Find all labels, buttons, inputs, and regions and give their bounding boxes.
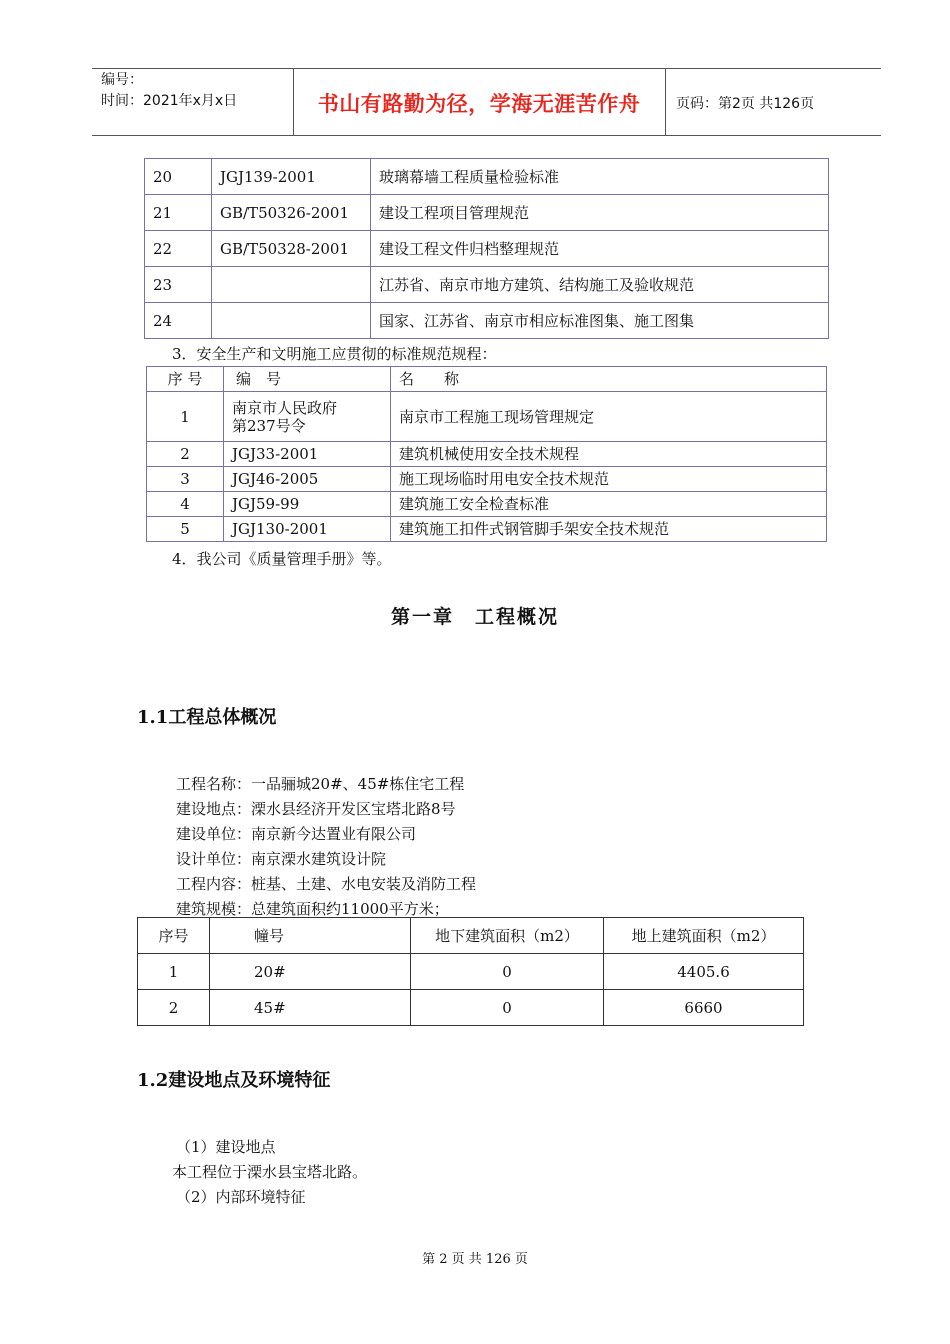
item-4: 4．我公司《质量管理手册》等。 <box>172 550 392 568</box>
safety-standards-table <box>146 366 827 542</box>
regulation-name: 建筑施工扣件式钢管脚手架安全技术规范 <box>391 517 827 542</box>
row-number: 23 <box>145 267 212 303</box>
col-header-no: 序号 <box>138 918 210 954</box>
building-area-table <box>137 917 804 1026</box>
standard-name: 建设工程文件归档整理规范 <box>371 231 829 267</box>
standard-code <box>212 267 371 303</box>
table-row <box>147 467 827 492</box>
standard-name: 国家、江苏省、南京市相应标准图集、施工图集 <box>371 303 829 339</box>
overview-scope: 工程内容：桩基、土建、水电安装及消防工程 <box>176 875 477 893</box>
above-ground-area: 6660 <box>604 990 804 1026</box>
standard-code: JGJ139-2001 <box>212 159 371 195</box>
underground-area: 0 <box>411 954 604 990</box>
table-row <box>147 442 827 467</box>
col-header-no: 序 号 <box>147 367 224 392</box>
header-divider-2 <box>665 68 666 136</box>
header-motto: 书山有路勤为径，学海无涯苦作舟 <box>317 92 641 116</box>
table-row <box>145 231 829 267</box>
section-title-1-1: 1.1工程总体概况 <box>137 707 277 728</box>
row-number: 1 <box>147 392 224 442</box>
overview-scale: 建筑规模：总建筑面积约11000平方米； <box>176 900 449 918</box>
table-row <box>145 303 829 339</box>
overview-client: 建设单位：南京新今达置业有限公司 <box>176 825 417 843</box>
header-bottom-border <box>92 135 881 136</box>
table-header-row <box>138 918 804 954</box>
header-meta <box>101 70 237 112</box>
table-row <box>138 954 804 990</box>
regulation-code: JGJ59-99 <box>224 492 391 517</box>
row-number: 2 <box>138 990 210 1026</box>
row-number: 5 <box>147 517 224 542</box>
location-text: 本工程位于溧水县宝塔北路。 <box>172 1163 368 1181</box>
regulation-code <box>224 392 391 442</box>
header-page-number: 页码：第2页 共126页 <box>676 96 815 112</box>
above-ground-area: 4405.6 <box>604 954 804 990</box>
table-header-row <box>147 367 827 392</box>
overview-block <box>176 772 476 922</box>
row-number: 20 <box>145 159 212 195</box>
overview-project-name: 工程名称：一品骊城20#、45#栋住宅工程 <box>176 775 465 793</box>
building-number: 20# <box>210 954 411 990</box>
regulation-code: JGJ46-2005 <box>224 467 391 492</box>
building-number: 45# <box>210 990 411 1026</box>
overview-designer: 设计单位：南京溧水建筑设计院 <box>176 850 387 868</box>
standard-name: 江苏省、南京市地方建筑、结构施工及验收规范 <box>371 267 829 303</box>
row-number: 3 <box>147 467 224 492</box>
standard-code <box>212 303 371 339</box>
environment-heading: （2）内部环境特征 <box>176 1188 306 1206</box>
row-number: 2 <box>147 442 224 467</box>
header-top-border <box>92 68 881 69</box>
row-number: 4 <box>147 492 224 517</box>
underground-area: 0 <box>411 990 604 1026</box>
standards-table <box>144 158 829 339</box>
regulation-code-line2: 第237号令 <box>232 416 306 435</box>
col-header-name: 名 称 <box>391 367 827 392</box>
col-header-underground: 地下建筑面积（m2） <box>411 918 604 954</box>
chapter-title: 第一章 工程概况 <box>390 606 559 628</box>
row-number: 21 <box>145 195 212 231</box>
regulation-name: 施工现场临时用电安全技术规范 <box>391 467 827 492</box>
standard-code: GB/T50326-2001 <box>212 195 371 231</box>
col-header-building: 幢号 <box>210 918 411 954</box>
regulation-name: 南京市工程施工现场管理规定 <box>391 392 827 442</box>
overview-location: 建设地点：溧水县经济开发区宝塔北路8号 <box>176 800 456 818</box>
location-heading: （1）建设地点 <box>176 1138 276 1156</box>
page-footer: 第 2 页 共 126 页 <box>422 1252 528 1267</box>
regulation-code: JGJ130-2001 <box>224 517 391 542</box>
regulation-code-line1: 南京市人民政府 <box>232 398 338 417</box>
table-row <box>138 990 804 1026</box>
header-time: 时间：2021年x月x日 <box>101 93 238 109</box>
table-row <box>145 195 829 231</box>
row-number: 24 <box>145 303 212 339</box>
col-header-code: 编 号 <box>224 367 391 392</box>
standard-name: 建设工程项目管理规范 <box>371 195 829 231</box>
table-row <box>147 392 827 442</box>
row-number: 22 <box>145 231 212 267</box>
table-row <box>147 517 827 542</box>
header-number: 编号： <box>101 72 143 88</box>
col-header-above: 地上建筑面积（m2） <box>604 918 804 954</box>
regulation-code: JGJ33-2001 <box>224 442 391 467</box>
regulation-name: 建筑机械使用安全技术规程 <box>391 442 827 467</box>
regulation-name: 建筑施工安全检查标准 <box>391 492 827 517</box>
section-title-1-2: 1.2建设地点及环境特征 <box>137 1070 331 1091</box>
row-number: 1 <box>138 954 210 990</box>
table-row <box>147 492 827 517</box>
safety-intro: 3．安全生产和文明施工应贯彻的标准规范规程： <box>172 345 497 363</box>
table-row <box>145 159 829 195</box>
standard-name: 玻璃幕墙工程质量检验标准 <box>371 159 829 195</box>
table-row <box>145 267 829 303</box>
standard-code: GB/T50328-2001 <box>212 231 371 267</box>
